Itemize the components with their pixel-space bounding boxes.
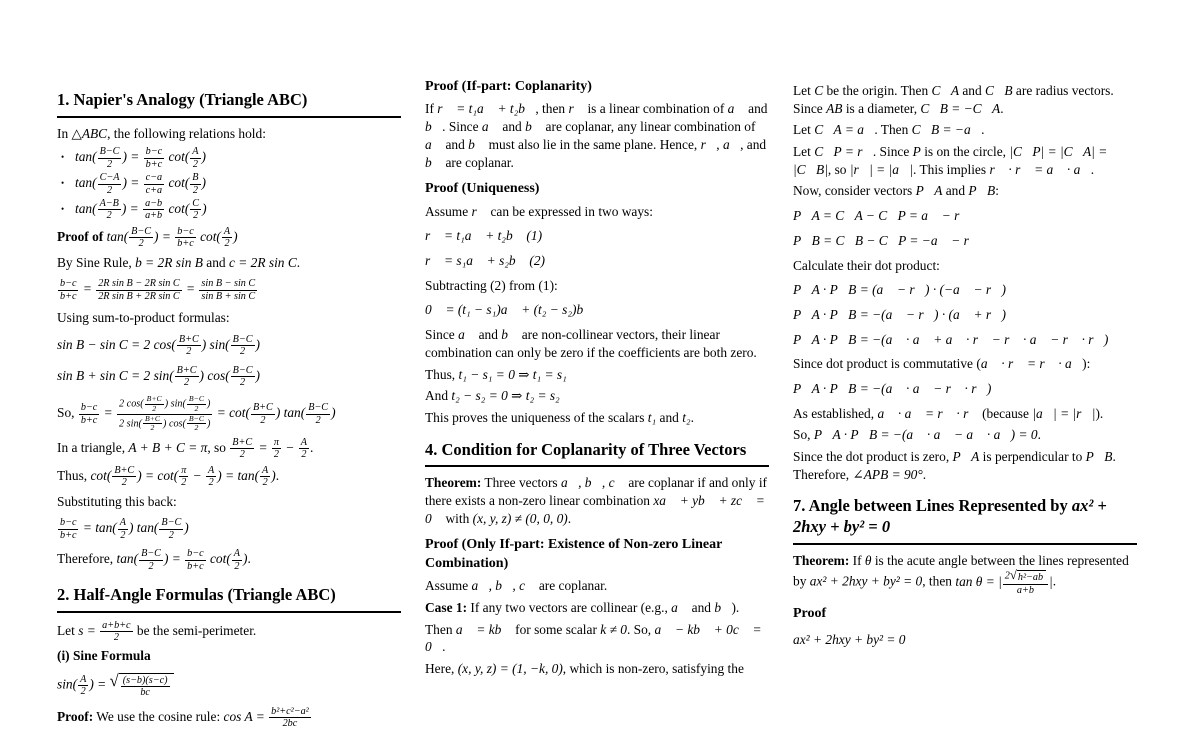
- inline-math: b⃗: [468, 136, 486, 152]
- fraction: $\frac{B-C}{2}$: [232, 333, 253, 358]
- math-line: P⃗A · P⃗B = −(a⃗ · a⃗ + a⃗ · r⃗ − r⃗ · a⃗ − r⃗ · r⃗): [793, 331, 1109, 347]
- bullet-item: • tan( $\frac{C-A}{2}$ ) = $\frac{c-a}{c+a}$ cot( $\frac{B}{2}$ ): [57, 172, 401, 196]
- fraction: $\frac{A}{2}$: [80, 673, 87, 697]
- paragraph: So, P⃗A · P⃗B = −(a⃗ · a⃗ − a⃗ · a⃗) = 0.: [793, 427, 1041, 443]
- inline-math: a⃗ · a⃗ = r⃗ · r⃗: [877, 405, 979, 421]
- inline-math: b⃗: [501, 327, 519, 343]
- fraction: $\frac{B+C}{2}$: [252, 402, 273, 426]
- bullet-item: • tan( $\frac{B-C}{2}$ ) = $\frac{b-c}{b+c}$ cot( $\frac{A}{2}$ ): [57, 146, 401, 170]
- fraction: $\frac{B-C}{2}$: [188, 413, 204, 433]
- inline-math: C⃗A = a⃗: [814, 122, 875, 138]
- inline-math: c = 2R sin C: [228, 254, 297, 270]
- fraction: $\frac{A}{2}$: [208, 464, 215, 489]
- fraction: $\frac{B+C}{2}$: [178, 333, 199, 358]
- fraction: 2 cos( $\frac{B+C}{2}$ ) sin( $\frac{B-C}{2}$ ) 2 sin( $\frac{B+C}{2}$ ) cos( $\frac{B-C}{2}$ ): [119, 394, 211, 433]
- square-root: √ h²−ab: [1010, 569, 1046, 583]
- paragraph: If r⃗ = t₁a⃗ + t₂b⃗, then r⃗ is a linear combination of a⃗ and b⃗. Since a⃗ and b⃗ are coplanar, any linear combination of a⃗ and b⃗ must also lie in the same plane. Hence, r⃗, a⃗, and b⃗ are coplanar.: [425, 101, 768, 170]
- inline-math: cot( $\frac{B+C}{2}$ ) = cot( $\frac{\pi}{2}$ − $\frac{A}{2}$ ) = tan( $\frac{A}{2}$ ): [90, 464, 276, 489]
- fraction: $\frac{B-C}{2}$: [141, 548, 161, 572]
- section-heading: 4. Condition for Coplanarity of Three Vectors: [425, 440, 769, 468]
- inline-math: a⃗: [722, 136, 741, 152]
- inline-math: $\frac{b-c}{b+c}$ = 2 cos( $\frac{B+C}{2}$ ) sin( $\frac{B-C}{2}$ ) 2 sin( $\frac{B+C}{2}$ ) cos( $\frac{B-C}{2}$ ) = cot( $\frac{B+C}{2}$ ) tan( $\frac{B-C}{2}$ ): [78, 405, 336, 420]
- paragraph: Assume r⃗ can be expressed in two ways:: [425, 203, 653, 219]
- bullet-icon: •: [61, 178, 65, 189]
- inline-math: tan θ = | 2 √ h²−ab a+b |: [955, 568, 1053, 596]
- paragraph: Substituting this back:: [57, 493, 177, 509]
- fraction: $\frac{B+C}{2}$: [114, 464, 135, 489]
- inline-math: C: [814, 83, 824, 98]
- inline-math: P: [912, 144, 921, 160]
- fraction: $\frac{B+C}{2}$: [144, 413, 161, 433]
- inline-math: C⃗A: [931, 83, 960, 98]
- inline-math: t₂ − s₂ = 0 ⇒ t₂ = s₂: [451, 388, 560, 404]
- inline-math: t₁ − s₁ = 0 ⇒ t₁ = s₁: [458, 366, 567, 382]
- fraction: $\frac{B+C}{2}$: [232, 437, 253, 461]
- paragraph: Calculate their dot product:: [793, 257, 940, 273]
- column-2: [425, 78, 769, 676]
- inline-math: P⃗A · P⃗B = −(a⃗ · a⃗ − a⃗ · a⃗) = 0: [813, 427, 1038, 443]
- inline-math: C⃗B = −a⃗: [911, 122, 982, 138]
- paragraph: Since a⃗ and b⃗ are non-collinear vectors, their linear combination can only be zero if the coefficients are both zero.: [425, 327, 757, 360]
- fraction: $\frac{B-C}{2}$: [188, 394, 204, 414]
- fraction: $\frac{B}{2}$: [192, 172, 199, 196]
- paragraph: And t₂ − s₂ = 0 ⇒ t₂ = s₂: [425, 388, 560, 404]
- fraction: $\frac{B-C}{2}$: [308, 402, 329, 426]
- inline-math: a⃗ · r⃗ = r⃗ · a⃗: [980, 356, 1083, 372]
- inline-math: r⃗ · r⃗ = a⃗ · a⃗: [989, 161, 1091, 177]
- inline-math: t₁: [647, 409, 657, 425]
- fraction: $\frac{\text{b²+c²−a²}}{2bc}$: [271, 705, 309, 730]
- fraction: $\frac{C}{2}$: [192, 197, 200, 222]
- column-3: [793, 78, 1137, 647]
- inline-math: ∠APB = 90°: [852, 466, 923, 482]
- fraction: $\frac{B-C}{2}$: [232, 364, 253, 388]
- inline-math: ax² + 2hxy + by² = 0: [793, 496, 1107, 536]
- inline-math: $\frac{B+C}{2}$ = $\frac{\pi}{2}$ − $\frac{A}{2}$: [229, 440, 310, 455]
- inline-math: a⃗: [481, 119, 500, 135]
- paragraph: Assume a⃗, b⃗, c⃗ are coplanar.: [425, 578, 608, 594]
- math-line: $\frac{b-c}{b+c}$ = tan( $\frac{A}{2}$ ) tan( $\frac{B-C}{2}$ ): [57, 517, 401, 541]
- paragraph: So, $\frac{b-c}{b+c}$ = 2 cos( $\frac{B+C}{2}$ ) sin( $\frac{B-C}{2}$ ) 2 sin( $\frac{B+C}{2}$ ) cos( $\frac{B-C}{2}$ ) = cot( $\frac{B+C}{2}$ ) tan( $\frac{B-C}{2}$ ): [57, 394, 336, 433]
- paragraph: Let s = $\frac{a+b+c}{2}$ be the semi-perimeter.: [57, 619, 257, 643]
- fraction: $\frac{\pi}{2}$: [181, 464, 187, 489]
- fraction: $\frac{b-c}{b+c}$: [177, 225, 194, 250]
- inline-math: a⃗ − kb⃗ + 0c⃗ = 0⃗: [425, 621, 762, 655]
- fraction: $\frac{b-c}{b+c}$: [60, 517, 77, 541]
- inline-math: P⃗B: [1085, 449, 1113, 464]
- paragraph: Let C⃗P = r⃗. Since P is on the circle, |C⃗P| = |C⃗A| = |C⃗B|, so |r⃗| = |a⃗|. This implies r⃗ · r⃗ = a⃗ · a⃗.: [793, 144, 1108, 177]
- paragraph: Therefore, tan( $\frac{B-C}{2}$ ) = $\frac{b-c}{b+c}$ cot( $\frac{A}{2}$ ).: [57, 548, 251, 572]
- fraction: $\frac{\pi}{2}$: [273, 437, 280, 461]
- inline-math: a⃗: [425, 136, 443, 152]
- fraction: $\frac{b-c}{b+c}$: [60, 278, 77, 302]
- paragraph: Since the dot product is zero, P⃗A is perpendicular to P⃗B. Therefore, ∠APB = 90°.: [793, 449, 1116, 482]
- math-line: sin( $\frac{A}{2}$ ) = √ $\frac{(s-b)(s-c)}{bc}$: [57, 672, 401, 699]
- inline-math: θ: [864, 552, 872, 568]
- inline-math: a⃗: [727, 101, 745, 117]
- inline-math: k ≠ 0: [600, 621, 627, 637]
- fraction: $\frac{A}{2}$: [119, 517, 126, 541]
- bullet-icon: •: [61, 203, 65, 214]
- inline-math: P⃗B: [968, 183, 996, 199]
- paragraph: Let C⃗A = a⃗. Then C⃗B = −a⃗.: [793, 122, 985, 138]
- math-line: r⃗ = t₁a⃗ + t₂b⃗ (1): [425, 228, 543, 244]
- inline-math: cos A = $\frac{\text{b²+c²−a²}}{2bc}$: [224, 709, 312, 724]
- inline-math: △ABC: [71, 125, 108, 141]
- subsection-heading: Proof (Uniqueness): [425, 181, 540, 197]
- math-line: sin B + sin C = 2 sin( $\frac{B+C}{2}$ ) cos( $\frac{B-C}{2}$ ): [57, 364, 260, 388]
- inline-math: r⃗: [471, 203, 488, 219]
- paragraph: In a triangle, A + B + C = π, so $\frac{B+C}{2}$ = $\frac{\pi}{2}$ − $\frac{A}{2}$ .: [57, 437, 314, 461]
- inline-math: b⃗: [525, 119, 543, 135]
- paragraph: Thus, t₁ − s₁ = 0 ⇒ t₁ = s₁: [425, 366, 567, 382]
- fraction: $\frac{A}{2}$: [300, 437, 307, 461]
- paragraph: Case 1: If any two vectors are collinear (e.g., a⃗ and b⃗).: [425, 599, 740, 615]
- math-line: 0⃗ = (t₁ − s₁)a⃗ + (t₂ − s₂)b⃗: [425, 302, 594, 318]
- inline-math: r⃗: [568, 101, 585, 117]
- fraction: $\frac{A}{2}$: [262, 464, 269, 489]
- fraction: $\frac{B+C}{2}$: [176, 364, 197, 388]
- subsection-heading: Proof (Only If-part: Existence of Non-zero Linear Combination): [425, 537, 723, 571]
- paragraph: This proves the uniqueness of the scalars t₁ and t₂.: [425, 409, 694, 425]
- inline-math: t₂: [682, 409, 691, 425]
- inline-math: r⃗ = t₁a⃗ + t₂b⃗: [437, 101, 536, 117]
- paragraph: Theorem: Three vectors a⃗, b⃗, c⃗ are coplanar if and only if there exists a non-zero linear combination xa⃗ + yb⃗ + zc⃗ = 0⃗ with (x, y, z) ≠ (0, 0, 0).: [425, 475, 767, 526]
- math-line: $\frac{b-c}{b+c}$ = $\frac{\text{2R sin B − 2R sin C}}{\text{2R sin B + 2R sin C}}$ = $\frac{\text{sin B − sin C}}{\text{sin B + sin C}}$: [57, 278, 401, 302]
- fraction: $\frac{a-b}{a+b}$: [145, 197, 163, 222]
- math-line: r⃗ = s₁a⃗ + s₂b⃗ (2): [425, 253, 546, 269]
- inline-math: P⃗A: [952, 449, 980, 464]
- paragraph: As established, a⃗ · a⃗ = r⃗ · r⃗ (because |a⃗| = |r⃗|).: [793, 405, 1104, 421]
- inline-math: C⃗B = −C⃗A: [920, 100, 1001, 116]
- math-line: P⃗A = C⃗A − C⃗P = a⃗ − r⃗: [793, 208, 970, 224]
- paragraph: By Sine Rule, b = 2R sin B and c = 2R sin C.: [57, 254, 301, 270]
- inline-math: (x, y, z) ≠ (0, 0, 0): [472, 510, 568, 526]
- fraction: $\frac{B+C}{2}$: [146, 394, 162, 414]
- inline-math: b = 2R sin B: [135, 254, 203, 270]
- fraction: $\frac{C-A}{2}$: [99, 172, 120, 196]
- section-heading: 1. Napier's Analogy (Triangle ABC): [57, 90, 401, 118]
- math-line: sin B − sin C = 2 cos( $\frac{B+C}{2}$ ) sin( $\frac{B-C}{2}$ ): [57, 333, 260, 358]
- fraction: $\frac{b-c}{b+c}$: [187, 548, 204, 572]
- inline-math: b⃗: [425, 154, 443, 170]
- inline-math: P⃗A: [915, 183, 943, 199]
- fraction: $\frac{\text{sin B − sin C}}{\text{sin B + sin C}}$: [201, 278, 256, 302]
- fraction: 2 √ h²−ab a+b: [1002, 569, 1049, 596]
- inline-math: |r⃗| = |a⃗|: [849, 161, 914, 177]
- inline-math: b⃗: [714, 599, 732, 615]
- fraction: $\frac{b-c}{b+c}$: [145, 146, 163, 170]
- inline-math: a⃗, b⃗, c⃗: [560, 475, 625, 491]
- paragraph: (i) Sine Formula: [57, 648, 151, 664]
- inline-math: a⃗: [671, 599, 689, 615]
- fraction: $\frac{\text{2R sin B − 2R sin C}}{\text{2R sin B + 2R sin C}}$: [98, 278, 180, 302]
- math-line: P⃗A · P⃗B = (a⃗ − r⃗) · (−a⃗ − r⃗): [793, 282, 1006, 298]
- inline-math: C⃗B: [985, 83, 1013, 98]
- paragraph: Let C be the origin. Then C⃗A and C⃗B are radius vectors. Since AB is a diameter, C⃗B = −C⃗A.: [793, 83, 1114, 116]
- inline-math: xa⃗ + yb⃗ + zc⃗ = 0⃗: [425, 492, 765, 526]
- paragraph: Using sum-to-product formulas:: [57, 310, 230, 326]
- inline-math: s = $\frac{a+b+c}{2}$: [78, 623, 133, 638]
- fraction: $\frac{(s-b)(s-c)}{bc}$: [122, 675, 168, 699]
- section-heading: 2. Half-Angle Formulas (Triangle ABC): [57, 585, 401, 613]
- subsection-heading: Proof (If-part: Coplanarity): [425, 79, 592, 94]
- paragraph: Then a⃗ = kb⃗ for some scalar k ≠ 0. So, a⃗ − kb⃗ + 0c⃗ = 0⃗.: [425, 621, 762, 655]
- fraction: $\frac{B-C}{2}$: [161, 517, 182, 541]
- inline-math: A + B + C = π: [128, 439, 208, 455]
- paragraph: Proof: We use the cosine rule: cos A = $\frac{\text{b²+c²−a²}}{2bc}$: [57, 706, 401, 730]
- paragraph: In △ABC, the following relations hold:: [57, 125, 266, 141]
- inline-math: ax² + 2hxy + by² = 0: [809, 573, 923, 589]
- bullet-item: • tan( $\frac{A-B}{2}$ ) = $\frac{a-b}{a+b}$ cot( $\frac{C}{2}$ ): [57, 198, 401, 222]
- inline-math: |C⃗P| = |C⃗A| = |C⃗B|: [793, 144, 1108, 177]
- bullet-icon: •: [61, 152, 65, 163]
- inline-math: |a⃗| = |r⃗|: [1032, 405, 1096, 421]
- inline-math: b⃗: [425, 119, 443, 135]
- math-line: P⃗A · P⃗B = −(a⃗ − r⃗) · (a⃗ + r⃗): [793, 306, 1006, 322]
- paragraph: Thus, cot( $\frac{B+C}{2}$ ) = cot( $\frac{\pi}{2}$ − $\frac{A}{2}$ ) = tan( $\frac{A}{2}$ ).: [57, 464, 280, 489]
- inline-math: tan( $\frac{B-C}{2}$ ) = $\frac{b-c}{b+c}$ cot( $\frac{A}{2}$ ): [106, 225, 238, 250]
- paragraph: Now, consider vectors P⃗A and P⃗B:: [793, 183, 999, 199]
- paragraph: Theorem: If θ is the acute angle between the lines represented by ax² + 2hxy + by² = 0, then tan θ = | 2 √ h²−ab a+b |.: [793, 552, 1129, 596]
- section-heading: 7. Angle between Lines Represented by ax² + 2hxy + by² = 0: [793, 496, 1137, 544]
- subsection-heading: Proof: [793, 606, 827, 622]
- fraction: $\frac{A-B}{2}$: [99, 197, 119, 222]
- fraction: $\frac{A}{2}$: [233, 548, 240, 572]
- fraction: $\frac{B-C}{2}$: [99, 146, 120, 170]
- column-1: [57, 78, 401, 730]
- paragraph: Since dot product is commutative (a⃗ · r⃗ = r⃗ · a⃗):: [793, 356, 1091, 372]
- fraction: $\frac{b-c}{b+c}$: [80, 402, 98, 426]
- inline-math: C⃗P = r⃗: [814, 144, 873, 160]
- inline-math: a⃗, b⃗, c⃗: [471, 578, 536, 594]
- fraction: $\frac{a+b+c}{2}$: [102, 619, 131, 643]
- fraction: $\frac{A}{2}$: [192, 146, 199, 170]
- inline-math: tan( $\frac{B-C}{2}$ ) = $\frac{b-c}{b+c}$ cot( $\frac{A}{2}$ ): [116, 548, 248, 572]
- bullet-list: [57, 146, 401, 221]
- paragraph: Proof of tan( $\frac{B-C}{2}$ ) = $\frac{b-c}{b+c}$ cot( $\frac{A}{2}$ ): [57, 225, 238, 250]
- math-line: ax² + 2hxy + by² = 0: [793, 631, 906, 647]
- math-line: P⃗A · P⃗B = −(a⃗ · a⃗ − r⃗ · r⃗): [793, 380, 992, 396]
- fraction: $\frac{c-a}{c+a}$: [145, 172, 163, 196]
- inline-math: a⃗: [458, 327, 476, 343]
- inline-math: AB: [826, 100, 843, 116]
- fraction: $\frac{B-C}{2}$: [131, 225, 152, 250]
- inline-math: a⃗ = kb⃗: [455, 621, 512, 637]
- paragraph: Here, (x, y, z) = (1, −k, 0), which is non-zero, satisfying the: [425, 660, 744, 676]
- paragraph: Subtracting (2) from (1):: [425, 277, 558, 293]
- inline-math: r⃗: [700, 136, 717, 152]
- math-line: P⃗B = C⃗B − C⃗P = −a⃗ − r⃗: [793, 232, 980, 248]
- square-root: √ $\frac{(s-b)(s-c)}{bc}$: [110, 672, 174, 699]
- fraction: $\frac{A}{2}$: [223, 225, 231, 250]
- inline-math: (x, y, z) = (1, −k, 0): [457, 660, 563, 676]
